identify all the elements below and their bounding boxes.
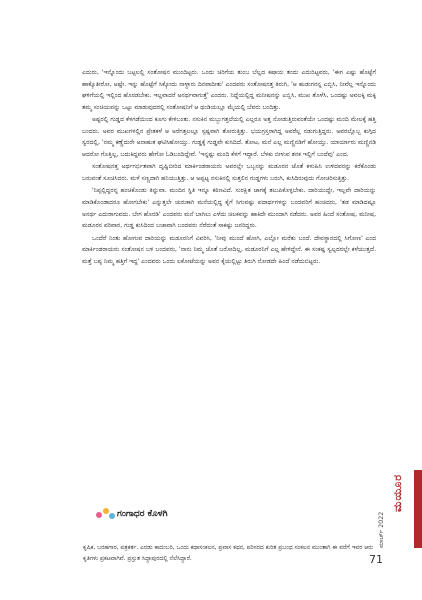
edge-accent-bar	[414, 470, 422, 548]
magazine-logo: ಮಯೂರ	[391, 473, 404, 512]
dot-icon	[109, 513, 115, 519]
author-name: ಗಂಗಾಧರ ಕೊಳಗಿ	[117, 509, 168, 519]
story-body	[82, 67, 376, 267]
issue-date: ಮಾರ್ಚ್ 2022	[377, 511, 385, 548]
page-sidebar	[375, 460, 415, 556]
dot-icon	[96, 512, 102, 518]
dot-icon	[103, 508, 109, 514]
author-bio: ಕೃಷಿಕ, ಬರಹಗಾರ, ಪತ್ರಕರ್ತ. ಎರಡು ಕಾದಂಬರಿ, ಒಂದು ಕಥಾಸಂಕಲನ, ಪ್ರವಾಸ ಕಥನ, ಪರಿಸರದ ಕುರಿತ ಪ್ರಬಂಧ ಸಂಕಲನ ಮುಂತಾಗಿ ಈ ವರೆಗೆ ಇವರ ಆರು ಕೃತಿಗಳು ಪ್ರಕಟವಾಗಿವೆ. ಪ್ರಸ್ತುತ ಸಿದ್ದಾಪುರದಲ್ಲಿ ನೆಲೆಸಿದ್ದಾರೆ.	[83, 545, 374, 562]
paragraph: ಅಷ್ಟರಲ್ಲಿ ಗುಡ್ಡದ ಕೆಳಗಡೆಯಿಂದ ಕೂಗು ಕೇಳಿಬಂತು. ನಸುಕಿನ ಮಬ್ಬುಗತ್ತಲೆಯಲ್ಲಿ ಎಲ್ಲರೂ ಅತ್ತ ನೋಡುತ್ತಿರುವಂತೆಯೇ ಒಂದಷ್ಟು ಮಂದಿ ಮೇಲಕ್ಕೆ ಹತ್ತಿ ಬಂದರು. ಅವರ ಮುಖಗಳಲ್ಲಿನ ಪ್ರೇತಕಳೆ ಆ ಅರೆಗತ್ತಲಲ್ಲೂ ಸ್ಪಷ್ಟವಾಗಿ ತೋರುತ್ತಿತ್ತು. ಭಯಗ್ರಸ್ತರಾಗಿದ್ದ ಅವರೆಲ್ಲ ನಡುಗುತ್ತಿದ್ದರು. ಅವರಲ್ಲೊಬ್ಬ ಕುಗ್ಗಿದ ಸ್ವರದಲ್ಲಿ, 'ನಮ್ಮ ಕಣ್ಣೆದುರೇ ಅನಾಹುತ ಘಟಿಸಿಹೋಯ್ತು. ಗುಡ್ಡಕ್ಕೆ ಗುಡ್ಡವೇ ಕುಸಿದಿದೆ. ತೋಟ, ಮನೆ ಎಲ್ಲ ಮಣ್ಣಿನಡಿಗೆ ಹೋಯ್ತು. ಯಾರ್ಯಾರು ಮಣ್ಣಿನಡಿ ಆದರೋ ಗೊತ್ತಿಲ್ಲ, ಬದುಕಿದ್ದವರು ಹೇಗೋ ಓಡಿಬಂದಿದ್ದೇವೆ. 'ಇನ್ನಷ್ಟು ಮಂದಿ ಕೆಳಗೆ ಇದ್ದಾರೆ. ಬೆಳಕು ಬೀಳುವ ತನಕ ಇಲ್ಲಿಗೆ ಬಂದೆವು' ಎಂದ.	[82, 116, 376, 158]
paragraph: ಒಂದೆರೆ ನಿಂತು ಹೋಗುವ ದಾರಿಯನ್ನು ಮಡೂರನಿಗೆ ವಿವರಿಸಿ, 'ನೀವು ಮುಂದೆ ಹೋಗಿ, ಎಲ್ಲೋ ಮರೆತು ಬಂದೆ. ದೇವಸ್ಥಾನದಲ್ಲಿ ಸಿಗೋಣ' ಎಂದ ಮಾರ್ಕಿಂಡರಾಯರು ಸಂತೋಷನ ಬಳಿ ಬಂದವರು, 'ನಾನು ನಿಮ್ಮ ಜೊತೆ ಬರೋದಿಲ್ಲ, ಮಡೂರನಿಗೆ ಎಲ್ಲ ಹೇಳಿದ್ದೇನೆ. ಈ ಸಂಕಷ್ಟ ಸ್ವಲ್ಪದರಲ್ಲೇ ಕಳೆಯುತ್ತದೆ. ಮತ್ತೆ ಬಪ್ಪ ನಿಮ್ಮ ಹತ್ತಿಗೆ ಇದ್ದ' ಎಂದವರು ಒಂದು ಲಕೋಟೆಯನ್ನು ಅವನ ಕೈಯಲ್ಲಿಟ್ಟು ತಿರುಗಿ ನೋಡದೇ ಹಿಂದೆ ನಡೆದುಬಿಟ್ಟರು.	[82, 234, 376, 265]
paragraph: 'ನಿಪ್ಪಲ್ಲಿದ್ದರನ್ನ ಹಂಚಿಕೊಂಡು ತಿನ್ನುವಾ. ಮಂದಿನ ಸ್ಥಿತಿ ಇನ್ನೂ ಕಠಿಣವಿದೆ. ಸುರಕ್ಷಿತ ಜಾಗಕ್ಕೆ ತಲುಪಿಕೊಳ್ಳಬೇಕು. ದಾರಿಯುದ್ದೇ, ಇಲ್ಲವೇ ದಾರಿಯನ್ನು ಮಾಡಿಕೊಂಡಾದರೂ ಹೋಗಬೇಕು' ಎನ್ನುತ್ತಲೇ ಚುರುಕಾಗಿ ಮನೆಯಲ್ಲಿದ್ದ ಕೈಗೆ ಸಿಗುವಷ್ಟು ಪದಾರ್ಥಗಳನ್ನು ಬಂದವರಿಗೆ ಹಂಚಿದರು, 'ತಡ ಮಾಡಿದಷ್ಟೂ ಅನರ್ಥ ಎದುರಾಗುವದು. ಬೇಗ ಹೊರಡಿ' ಎಂದವರು ಮನೆ ಬಾಗಿಲು ಎಳೆದು ಚಿಲಕವನ್ನು ಹಾಕಿದೇ ಮುಂದಾಗಿ ನಡೆದರು. ಅವರ ಹಿಂದೆ ಸಂತೋಷ, ಮನೀಷ, ಮಡೂರನ ಪರಿವಾರ, ಗುಡ್ಡ ಕುಸಿದಿಂದ ಬಚಾವಾಗಿ ಬಂದವರು ನೆರೆದಂತೆ ಸಾಕಷ್ಟು ಜನರಿದ್ದರು.	[82, 187, 376, 230]
paragraph: ಸಂತೋಷನತ್ತ ಅರ್ಥಗರ್ಭಿತವಾಗಿ ದೃಷ್ಟಿಬೀರಿದ ಮಾರ್ಕಿಂಡರಾಯರು ಅವರಲ್ಲೇ ಒಬ್ಬನನ್ನು ಮಡೂರನ ಜೊತೆ ಕಳುಹಿಸಿ ಉಳಿದವರನ್ನು ಕರೆಕೊಂಡು ಬರುವಂತೆ ಸೂಚಿಸಿದರು. ಮಳೆ ಸಣ್ಣದಾಗಿ ಹನಿಯುತ್ತಿತ್ತು. ಆ ಅಪ್ಪಟ್ಟ ನಸುಕಿನಲ್ಲಿ ಸುತ್ತಲಿನ ಗುಡ್ಡಗಳು ಬರುಗಿ, ಕುಸಿದಿರುವುದು ಗೋಚರಿಸುತ್ತಿತ್ತು.	[82, 163, 376, 182]
paragraph: ಎದುರು, 'ಇನ್ನೊಂದು ಬಟ್ಟಲಲ್ಲಿ ಸಂತೋಷನ ಮುಂದಿಟ್ಟರು. ಒಂದು ಚಿರಿಗೆಯ ತುಂಬ ಬೆಲ್ಲದ ಕಷಾಯ ತಂದು ಎದುರಿಟ್ಟವರು, 'ಈಗ ಎಷ್ಟು ಹೊಟ್ಟೆಗೆ ಹಾಕ್ಕೊತೀರೋ, ಅಷ್ಟೇ. ಇನ್ನು ಹೊಟ್ಟೆಗೆ ಸಿಕ್ಕೋದು ನಾಳ್ದಾರು ದಿನವಾದೀತು' ಎಂದವರು ಸಂತೋಷನತ್ತ ತಿರುಗಿ, 'ಆ ಹುಡುಗನನ್ನ ಎಬ್ಬಿಸಿ, ನೀವೆಲ್ಲ ಇನ್ನೊಂದು ಘಳಿಗೆಯಲ್ಲಿ ಇಲ್ಲಿಂದ ಹೊರಡಬೇಕು. ಇಲ್ಲವಾದರೆ ಅನರ್ಥವಾಗುತ್ತೆ' ಎಂದರು. ನಿದ್ದೆಯಲ್ಲಿದ್ದ ಮನೀಷನನ್ನು ಎಬ್ಬಿಸಿ, ಮುಖ ತೊಳೆಸಿ, ಒಂದಷ್ಟು ಅವಲಕ್ಕಿ ಮಕ್ಕಿ ತಮ್ಮ ಸಂಚಿಯವನ್ನು ಒಟ್ಟು ಮಾಡುವುದರಲ್ಲಿ ಸಂತೋಷನಿಗೆ ಆ ಥಂಡಿಯಲ್ಲೂ ಮೈಯಲ್ಲಿ ಬೆವರು ಬಂದಿತ್ತು.	[82, 69, 376, 111]
page-number: 71	[369, 553, 383, 566]
